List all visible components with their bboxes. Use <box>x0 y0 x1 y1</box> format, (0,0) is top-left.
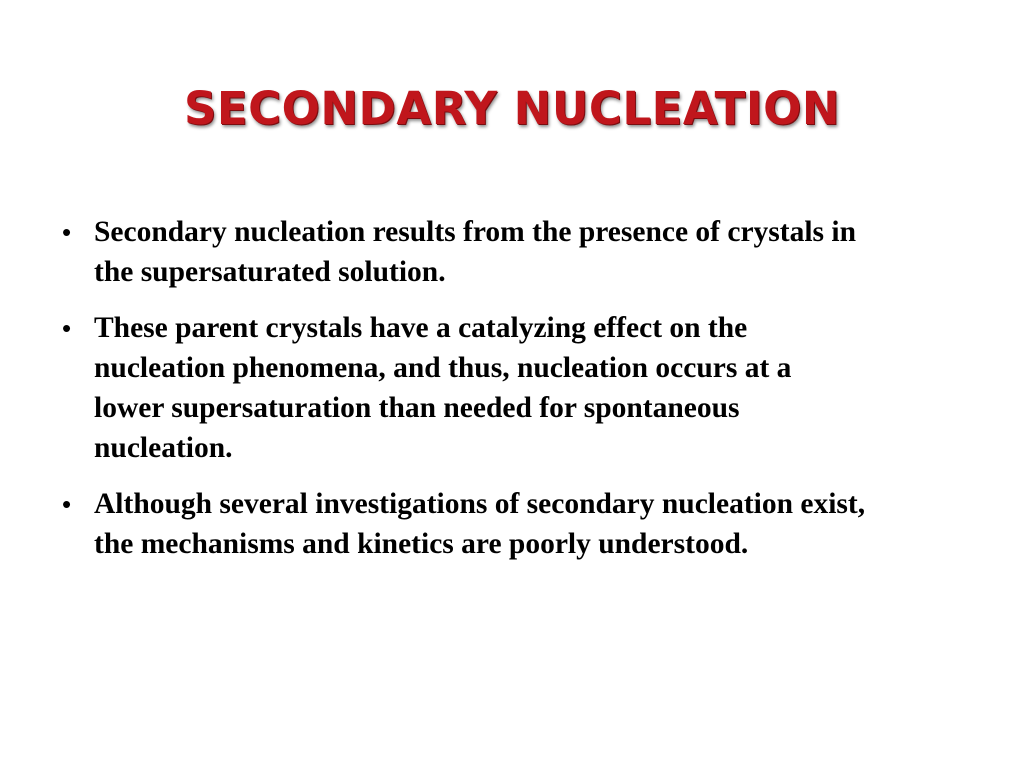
bullet-list <box>62 212 1002 580</box>
bullet-item-3 <box>62 484 1002 564</box>
bullet-marker-icon: • <box>62 217 72 247</box>
bullet-item-2 <box>62 308 1002 468</box>
slide-title: SECONDARY NUCLEATION <box>183 82 841 135</box>
bullet-line: lower supersaturation than needed for spontaneous <box>94 392 740 424</box>
bullet-marker-icon: • <box>62 313 72 343</box>
bullet-line: the supersaturated solution. <box>94 256 446 288</box>
bullet-line: nucleation phenomena, and thus, nucleation occurs at a <box>94 352 792 384</box>
bullet-line: the mechanisms and kinetics are poorly understood. <box>94 528 749 560</box>
bullet-line: nucleation. <box>94 432 233 464</box>
bullet-item-1 <box>62 212 1002 292</box>
bullet-line: These parent crystals have a catalyzing effect on the <box>94 312 748 344</box>
bullet-marker-icon: • <box>62 489 72 519</box>
bullet-line: Although several investigations of secondary nucleation exist, <box>94 488 866 520</box>
bullet-line: Secondary nucleation results from the presence of crystals in <box>94 216 857 248</box>
